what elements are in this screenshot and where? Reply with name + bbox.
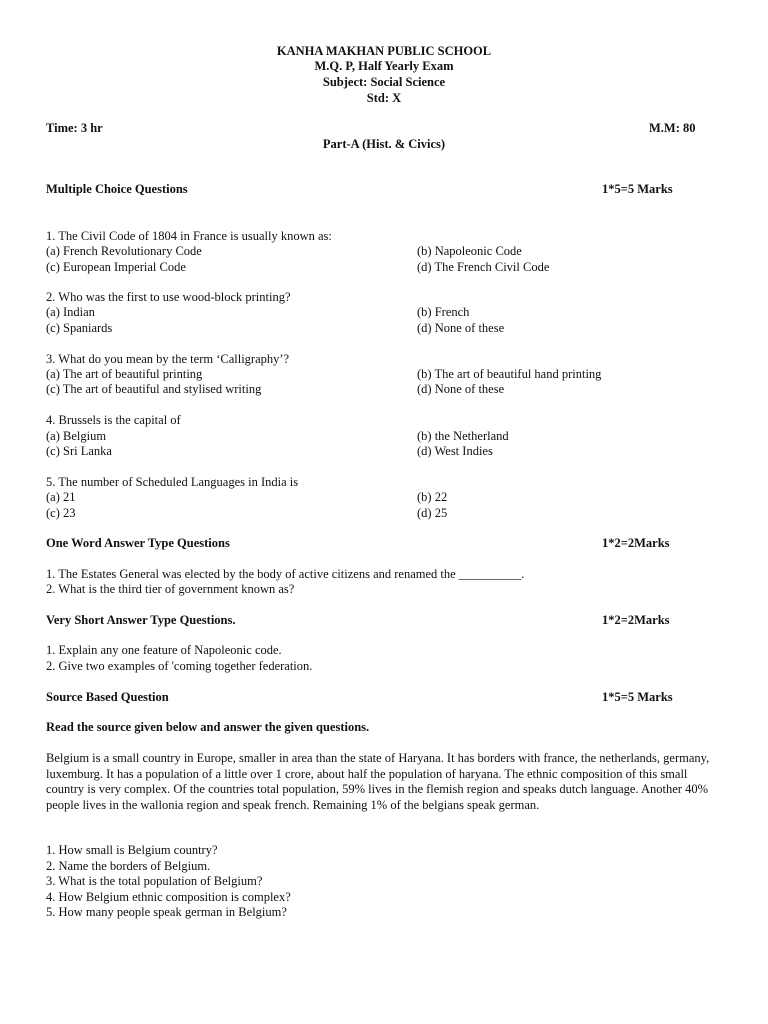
one-word-question: 2. What is the third tier of government known as?: [46, 582, 295, 596]
mcq-option-a: (a) French Revolutionary Code: [46, 244, 202, 258]
mcq-option-c: (c) Sri Lanka: [46, 444, 112, 458]
mcq-option-a: (a) The art of beautiful printing: [46, 367, 203, 381]
mcq-question: 4. Brussels is the capital of: [46, 413, 181, 427]
very-short-marks: 1*2=2Marks: [602, 613, 670, 627]
mcq-option-a: (a) Indian: [46, 305, 95, 319]
very-short-heading: Very Short Answer Type Questions.: [46, 613, 236, 627]
max-marks: M.M: 80: [649, 121, 696, 135]
source-instruction: Read the source given below and answer the given questions.: [46, 720, 370, 734]
source-marks: 1*5=5 Marks: [602, 690, 673, 704]
one-word-question: 1. The Estates General was elected by the body of active citizens and renamed the __________.: [46, 567, 525, 581]
mcq-question: 5. The number of Scheduled Languages in India is: [46, 475, 299, 489]
mcq-option-a: (a) Belgium: [46, 429, 107, 443]
one-word-marks: 1*2=2Marks: [602, 536, 670, 550]
source-question: 2. Name the borders of Belgium.: [46, 859, 211, 873]
mcq-option-d: (d) The French Civil Code: [417, 260, 550, 274]
source-heading: Source Based Question: [46, 690, 169, 704]
mcq-option-b: (b) 22: [417, 490, 448, 504]
mcq-option-b: (b) The art of beautiful hand printing: [417, 367, 602, 381]
part-title: Part-A (Hist. & Civics): [322, 137, 446, 151]
mcq-option-c: (c) European Imperial Code: [46, 260, 186, 274]
exam-title: M.Q. P, Half Yearly Exam: [314, 59, 454, 73]
mcq-option-b: (b) Napoleonic Code: [417, 244, 522, 258]
mcq-option-d: (d) None of these: [417, 382, 505, 396]
mcq-marks: 1*5=5 Marks: [602, 182, 673, 196]
mcq-heading: Multiple Choice Questions: [46, 182, 188, 196]
one-word-heading: One Word Answer Type Questions: [46, 536, 230, 550]
source-passage: Belgium is a small country in Europe, smaller in area than the state of Haryana. It has borders with france, the netherlands, germany, luxemburg. It has a population of a little over 1 crore, about half the population of haryana. The ethnic composition of this small country is very complex. Of the countries total population, 59% lives in the flemish region and speaks dutch language. Another 40% people lives in the wallonia region and speak french. Remaining 1% of the belgians speak german.: [46, 751, 710, 812]
school-name: KANHA MAKHAN PUBLIC SCHOOL: [276, 44, 492, 58]
very-short-question: 2. Give two examples of 'coming together federation.: [46, 659, 313, 673]
mcq-option-d: (d) 25: [417, 506, 448, 520]
source-question: 4. How Belgium ethnic composition is complex?: [46, 890, 291, 904]
very-short-question: 1. Explain any one feature of Napoleonic code.: [46, 643, 282, 657]
mcq-option-b: (b) the Netherland: [417, 429, 509, 443]
source-question: 5. How many people speak german in Belgium?: [46, 905, 287, 919]
time-line: Time: 3 hr: [46, 121, 103, 135]
mcq-option-c: (c) Spaniards: [46, 321, 113, 335]
mcq-question: 2. Who was the first to use wood-block printing?: [46, 290, 291, 304]
subject-line: Subject: Social Science: [322, 75, 446, 89]
source-question: 1. How small is Belgium country?: [46, 843, 218, 857]
mcq-option-d: (d) None of these: [417, 321, 505, 335]
source-question: 3. What is the total population of Belgium?: [46, 874, 263, 888]
mcq-question: 1. The Civil Code of 1804 in France is usually known as:: [46, 229, 332, 243]
mcq-option-c: (c) The art of beautiful and stylised writing: [46, 382, 262, 396]
mcq-option-a: (a) 21: [46, 490, 76, 504]
mcq-option-c: (c) 23: [46, 506, 76, 520]
mcq-option-b: (b) French: [417, 305, 470, 319]
mcq-option-d: (d) West Indies: [417, 444, 493, 458]
std-line: Std: X: [366, 91, 402, 105]
mcq-question: 3. What do you mean by the term ‘Calligraphy’?: [46, 352, 290, 366]
